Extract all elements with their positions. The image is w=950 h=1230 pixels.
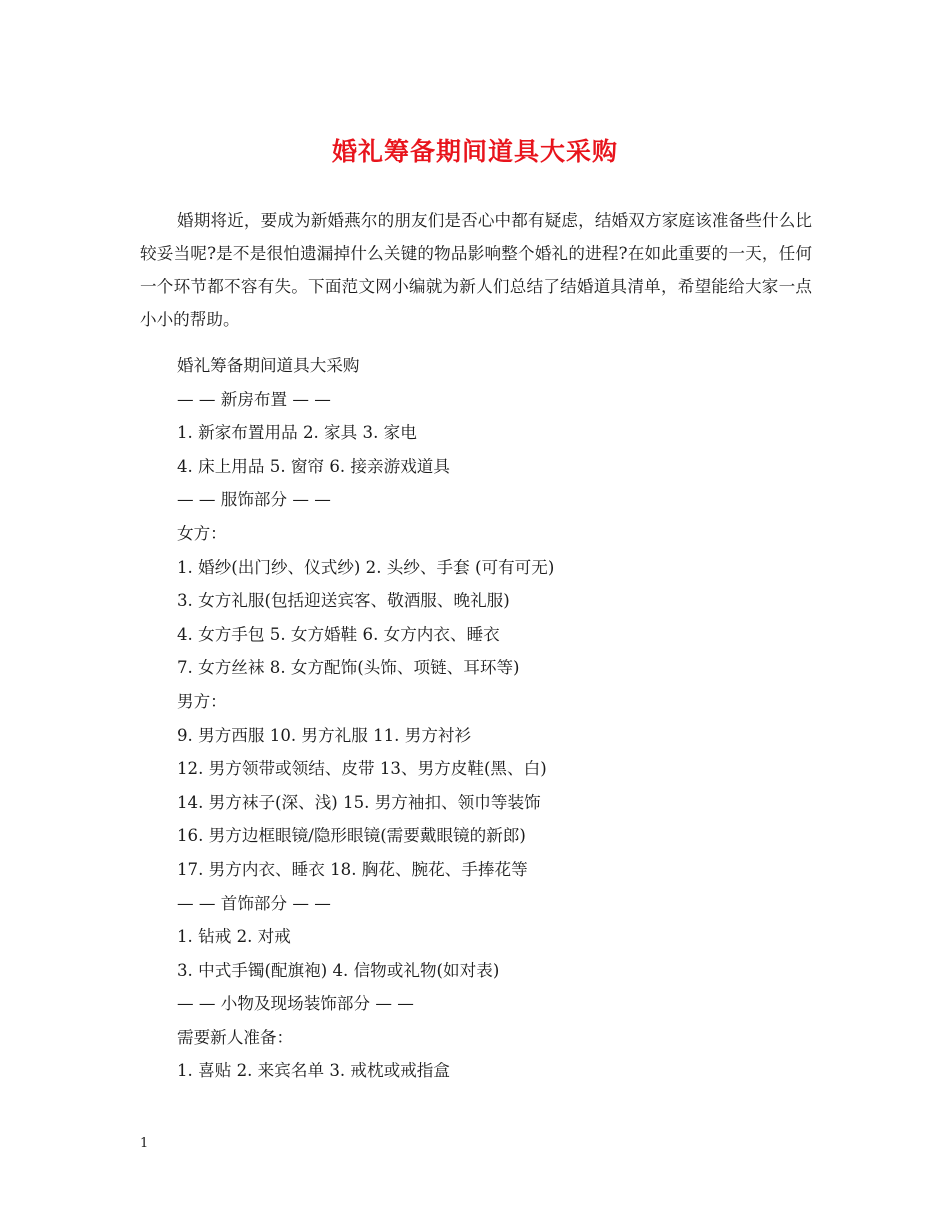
intro-paragraph: 婚期将近，要成为新婚燕尔的朋友们是否心中都有疑虑，结婚双方家庭该准备些什么比较妥当呢?是不是很怕遗漏掉什么关键的物品影响整个婚礼的进程?在如此重要的一天，任何一个环节都不容有失。下面范文网小编就为新人们总结了结婚道具清单，希望能给大家一点小小的帮助。 [140,211,812,329]
content-line: 3. 女方礼服(包括迎送宾客、敬酒服、晚礼服) [177,591,510,611]
content-line: 男方： [177,691,227,711]
content-lines [177,349,817,1088]
content-line: 16. 男方边框眼镜/隐形眼镜(需要戴眼镜的新郎) [177,826,526,846]
content-line: 婚礼筹备期间道具大采购 [177,356,360,375]
content-line: 需要新人准备： [177,1027,294,1047]
content-line: 1. 钻戒 2. 对戒 [177,927,291,947]
content-line: 3. 中式手镯(配旗袍) 4. 信物或礼物(如对表) [177,960,500,980]
document-title: 婚礼筹备期间道具大采购 [331,137,618,166]
content-line: 4. 床上用品 5. 窗帘 6. 接亲游戏道具 [177,456,450,476]
content-line: 12. 男方领带或领结、皮带 13、男方皮鞋(黑、白) [177,759,547,779]
page-number: 1 [140,1136,149,1151]
content-line: — — 首饰部分 — — [177,893,331,913]
content-line: 1. 喜贴 2. 来宾名单 3. 戒枕或戒指盒 [177,1061,450,1081]
content-line: 1. 新家布置用品 2. 家具 3. 家电 [177,423,417,443]
content-line: 4. 女方手包 5. 女方婚鞋 6. 女方内衣、睡衣 [177,624,500,644]
content-line: 9. 男方西服 10. 男方礼服 11. 男方衬衫 [177,725,472,745]
content-line: 7. 女方丝袜 8. 女方配饰(头饰、项链、耳环等) [177,658,520,678]
content-line: — — 服饰部分 — — [177,490,331,510]
content-line: 女方： [177,523,227,543]
content-line: 17. 男方内衣、睡衣 18. 胸花、腕花、手捧花等 [177,859,528,879]
content-line: 14. 男方袜子(深、浅) 15. 男方袖扣、领巾等装饰 [177,792,541,812]
content-line: 1. 婚纱(出门纱、仪式纱) 2. 头纱、手套 (可有可无) [177,557,555,577]
content-line: — — 新房布置 — — [177,389,331,409]
content-line: — — 小物及现场装饰部分 — — [177,994,414,1014]
